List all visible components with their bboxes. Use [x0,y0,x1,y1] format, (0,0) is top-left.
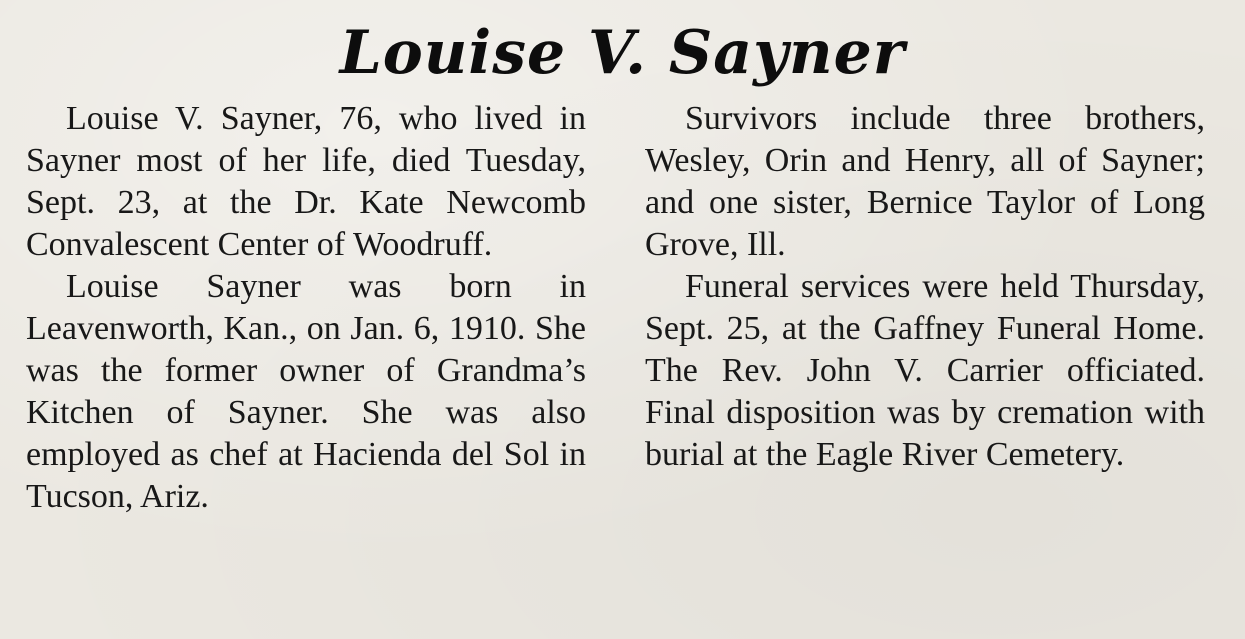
paragraph-survivors: Survivors include three brothers, Wesley, Orin and Henry, all of Sayner; and one sister, Bernice Taylor of Long Grove, Ill. [645,100,1205,263]
right-column [645,98,1205,476]
paragraph-biography: Louise Sayner was born in Leavenworth, Kan., on Jan. 6, 1910. She was the former owner of Grandma’s Kitchen of Sayner. She was also employed as chef at Hacienda del Sol in Tucson, Ariz. [26,268,586,515]
left-column [26,98,586,518]
paragraph-funeral-services: Funeral services were held Thursday, Sept. 25, at the Gaffney Funeral Home. The Rev. John V. Carrier officiated. Final disposition was by cremation with burial at the Eagle River Cemetery. [645,268,1205,473]
headline: Louise V. Sayner [339,18,906,88]
paragraph-death-notice: Louise V. Sayner, 76, who lived in Sayner most of her life, died Tuesday, Sept. 23, at the Dr. Kate Newcomb Convalescent Center of Woodruff. [26,100,586,263]
